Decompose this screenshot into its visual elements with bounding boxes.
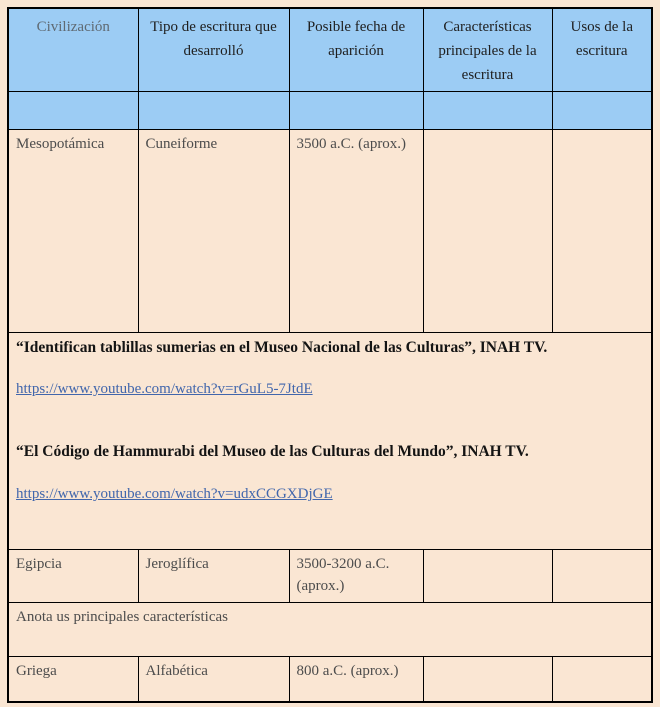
- civilization-cell: Griega: [8, 656, 138, 702]
- date-cell: 3500 a.C. (aprox.): [289, 130, 423, 333]
- characteristics-cell-empty[interactable]: [423, 656, 552, 702]
- writing-type-cell: Jeroglífica: [138, 550, 289, 603]
- column-header-civilization: Civilización: [8, 8, 138, 92]
- characteristics-cell-empty[interactable]: [423, 550, 552, 603]
- table-row-griega: [8, 656, 652, 702]
- header-spacer-cell: [289, 92, 423, 130]
- uses-cell-empty[interactable]: [552, 130, 652, 333]
- column-header-writing-type: Tipo de escritura que desarrolló: [138, 8, 289, 92]
- characteristics-cell-empty[interactable]: [423, 130, 552, 333]
- civilization-cell: Egipcia: [8, 550, 138, 603]
- writing-systems-table: [7, 7, 653, 703]
- table-row-egipcia: [8, 550, 652, 603]
- note-row: [8, 602, 652, 656]
- resources-cell: [8, 333, 652, 550]
- youtube-link-hammurabi[interactable]: https://www.youtube.com/watch?v=udxCCGXDjGE: [16, 485, 333, 502]
- writing-type-cell: Cuneiforme: [138, 130, 289, 333]
- civilization-cell: Mesopotámica: [8, 130, 138, 333]
- header-spacer-cell: [138, 92, 289, 130]
- instruction-note: Anota us principales características: [8, 602, 652, 656]
- header-spacer-cell: [8, 92, 138, 130]
- uses-cell-empty[interactable]: [552, 656, 652, 702]
- column-header-date: Posible fecha de aparición: [289, 8, 423, 92]
- column-header-characteristics: Características principales de la escritura: [423, 8, 552, 92]
- header-spacer-cell: [423, 92, 552, 130]
- column-header-uses: Usos de la escritura: [552, 8, 652, 92]
- uses-cell-empty[interactable]: [552, 550, 652, 603]
- header-spacer-cell: [552, 92, 652, 130]
- date-cell: 3500-3200 a.C. (aprox.): [289, 550, 423, 603]
- table-header-row: [8, 8, 652, 92]
- table-row-mesopotamica: [8, 130, 652, 333]
- header-spacer-row: [8, 92, 652, 130]
- citation-title-hammurabi: “El Código de Hammurabi del Museo de las Culturas del Mundo”, INAH TV.: [16, 443, 529, 461]
- youtube-link-tablillas[interactable]: https://www.youtube.com/watch?v=rGuL5-7JtdE: [16, 381, 313, 398]
- citation-title-tablillas: “Identifican tablillas sumerias en el Museo Nacional de las Culturas”, INAH TV.: [16, 339, 548, 356]
- writing-type-cell: Alfabética: [138, 656, 289, 702]
- date-cell: 800 a.C. (aprox.): [289, 656, 423, 702]
- resources-row: [8, 333, 652, 550]
